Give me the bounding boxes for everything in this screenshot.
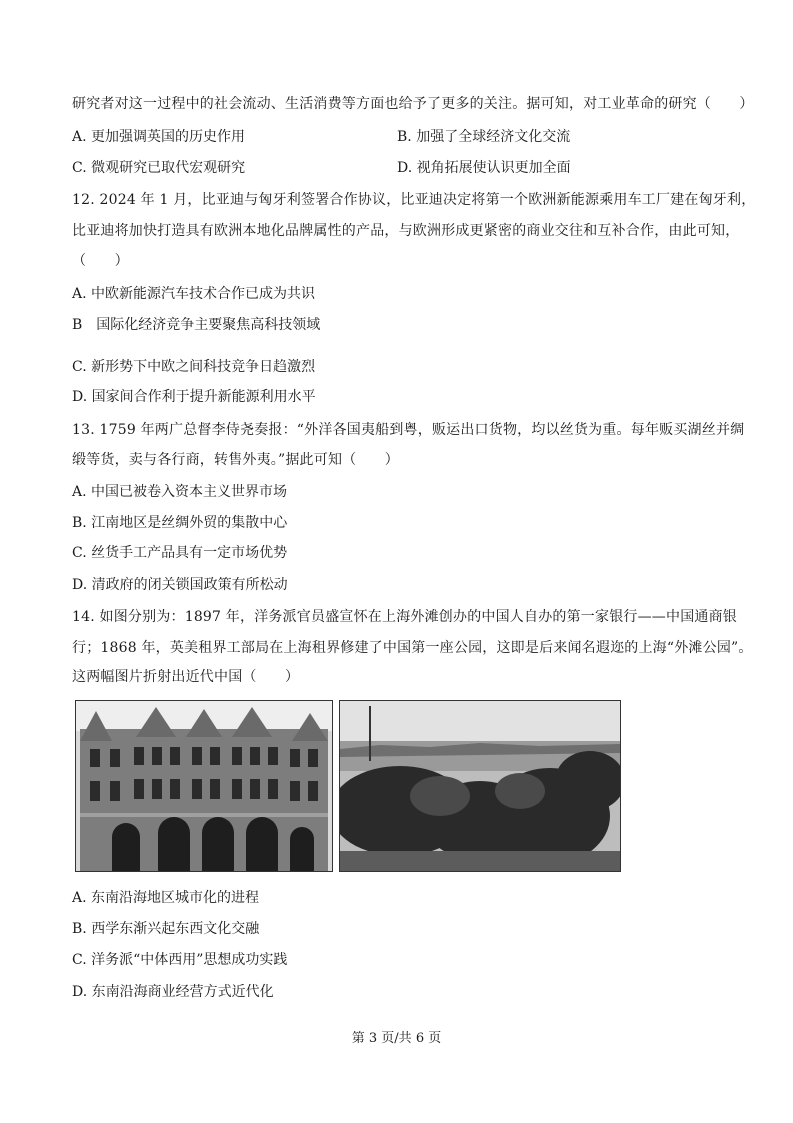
bank-building-photo (75, 700, 333, 872)
q12-stem-line-3: （ ） (72, 253, 129, 269)
q11-option-c[interactable]: C. 微观研究已取代宏观研究 (72, 160, 246, 176)
q12-stem-line-1: 12. 2024 年 1 月，比亚迪与匈牙利签署合作协议，比亚迪决定将第一个欧洲新能源乘用车工厂建在匈牙利， (72, 192, 756, 208)
q13-stem-line-2: 缎等货，卖与各行商，转售外夷。”据此可知（ ） (72, 452, 399, 468)
q14-stem-line-3: 这两幅图片折射出近代中国（ ） (72, 669, 300, 685)
bank-building-illustration (76, 701, 332, 871)
bund-park-illustration (340, 701, 620, 871)
q11-stem: 研究者对这一过程中的社会流动、生活消费等方面也给予了更多的关注。据可知，对工业革命的研究（ ） (72, 96, 754, 112)
q12-option-a[interactable]: A. 中欧新能源汽车技术合作已成为共识 (72, 286, 316, 302)
q13-option-b[interactable]: B. 江南地区是丝绸外贸的集散中心 (72, 515, 288, 531)
q13-option-c[interactable]: C. 丝货手工产品具有一定市场优势 (72, 545, 288, 561)
q11-option-d[interactable]: D. 视角拓展使认识更加全面 (397, 160, 571, 176)
q11-option-b[interactable]: B. 加强了全球经济文化交流 (397, 129, 571, 145)
q14-stem-line-2: 行；1868 年，英美租界工部局在上海租界修建了中国第一座公园，这即是后来闻名遐迩的上海“外滩公园”。 (72, 640, 753, 656)
q11-option-a[interactable]: A. 更加强调英国的历史作用 (72, 129, 246, 145)
q14-option-a[interactable]: A. 东南沿海地区城市化的进程 (72, 890, 260, 906)
q12-stem-line-2: 比亚迪将加快打造具有欧洲本地化品牌属性的产品，与欧洲形成更紧密的商业交往和互补合作，由此可知， (72, 223, 740, 239)
page-number-footer: 第 3 页/共 6 页 (351, 1031, 442, 1046)
q14-stem-line-1: 14. 如图分别为：1897 年，洋务派官员盛宣怀在上海外滩创办的中国人自办的第一家银行——中国通商银 (72, 609, 737, 625)
q12-option-b[interactable]: B 国际化经济竞争主要聚焦高科技领域 (72, 317, 321, 333)
q14-option-c[interactable]: C. 洋务派“中体西用”思想成功实践 (72, 952, 288, 968)
q13-option-a[interactable]: A. 中国已被卷入资本主义世界市场 (72, 484, 288, 500)
q14-option-b[interactable]: B. 西学东渐兴起东西文化交融 (72, 921, 260, 937)
q12-option-c[interactable]: C. 新形势下中欧之间科技竞争日趋激烈 (72, 359, 316, 375)
q13-stem-line-1: 13. 1759 年两广总督李侍尧奏报：“外洋各国夷船到粤，贩运出口货物，均以丝货为重。每年贩买湖丝并绸 (72, 422, 745, 438)
q14-option-d[interactable]: D. 东南沿海商业经营方式近代化 (72, 984, 274, 1000)
bund-park-photo (339, 700, 621, 872)
q13-option-d[interactable]: D. 清政府的闭关锁国政策有所松动 (72, 577, 288, 593)
q12-option-d[interactable]: D. 国家间合作利于提升新能源利用水平 (72, 389, 316, 405)
